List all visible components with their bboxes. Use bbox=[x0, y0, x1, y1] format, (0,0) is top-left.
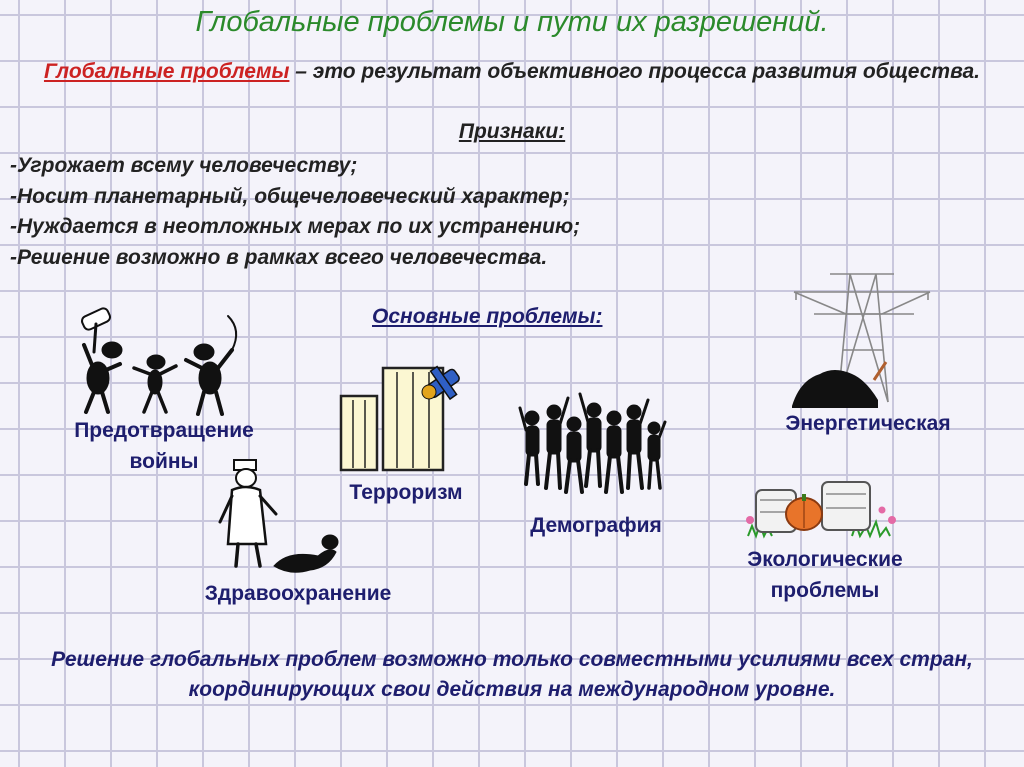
doctor-patient-icon bbox=[218, 458, 343, 578]
problem-ecology-label: Экологические проблемы bbox=[747, 548, 903, 602]
conclusion-text: Решение глобальных проблем возможно только совместными усилиями всех стран, координирующих свои действия на международном уровне. bbox=[51, 648, 973, 701]
definition-text: – это результат объективного процесса развития общества. bbox=[289, 60, 981, 83]
signs-heading: Признаки: bbox=[458, 120, 566, 143]
problem-energy-label: Энергетическая bbox=[785, 412, 951, 435]
definition bbox=[10, 58, 1014, 86]
fighting-figures-icon bbox=[72, 310, 247, 420]
problem-war-label: Предотвращение войны bbox=[74, 419, 254, 473]
problem-demography-label: Демография bbox=[530, 514, 662, 537]
problem-health-label: Здравоохранение bbox=[204, 582, 392, 605]
buildings-plane-icon bbox=[335, 362, 470, 472]
main-problems-heading: Основные проблемы: bbox=[372, 305, 603, 328]
sign-item: -Носит планетарный, общечеловеческий характер; bbox=[10, 184, 570, 208]
crowd-icon bbox=[518, 388, 666, 498]
signs-list bbox=[10, 151, 580, 273]
page-title: Глобальные проблемы и пути их разрешений. bbox=[195, 6, 829, 38]
sign-item: -Угрожает всему человечеству; bbox=[10, 154, 358, 177]
problem-terrorism-label: Терроризм bbox=[349, 481, 463, 504]
definition-term: Глобальные проблемы bbox=[43, 60, 290, 83]
sign-item: -Решение возможно в рамках всего человечества. bbox=[10, 245, 548, 269]
power-tower-icon bbox=[790, 270, 935, 410]
sign-item: -Нуждается в неотложных мерах по их устранению; bbox=[10, 215, 581, 238]
ecology-trash-icon bbox=[742, 476, 902, 540]
